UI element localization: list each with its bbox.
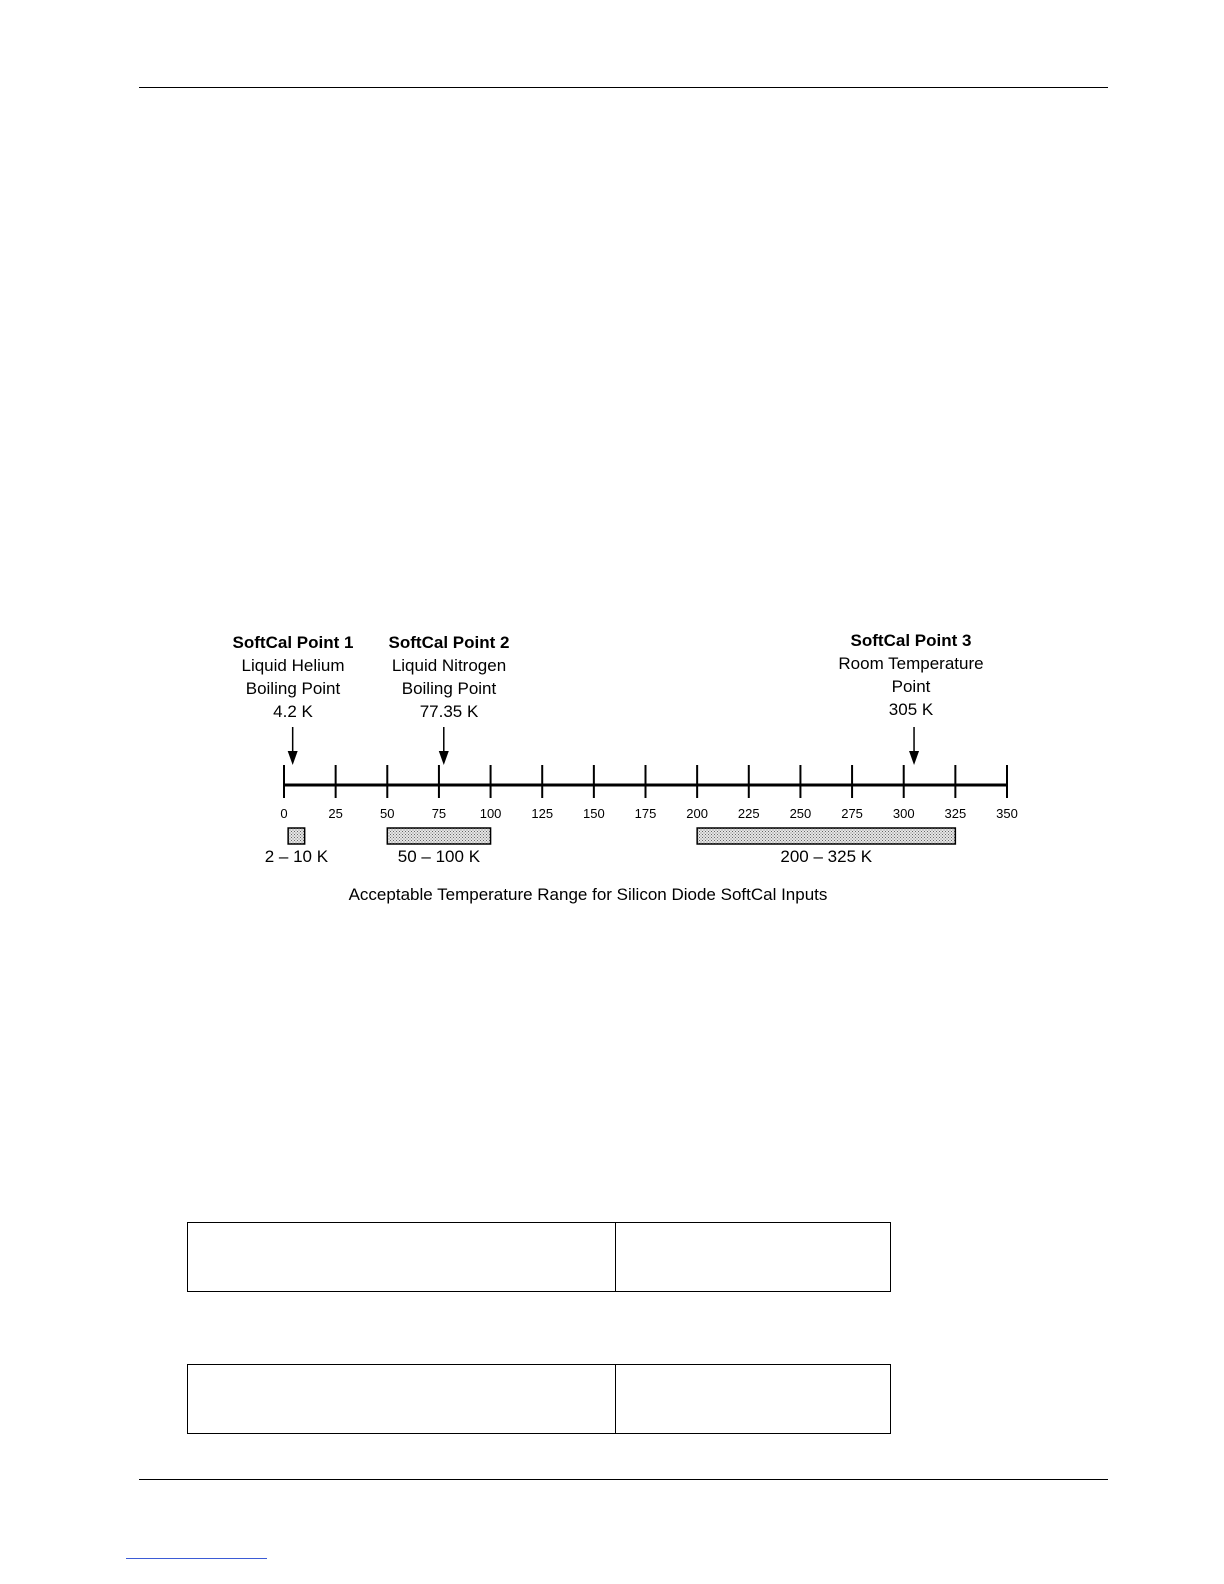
diagram-caption: Acceptable Temperature Range for Silicon Diode SoftCal Inputs xyxy=(348,885,828,904)
softcal-point-title: SoftCal Point 1 xyxy=(232,633,354,652)
softcal-point-text: Boiling Point xyxy=(245,679,341,698)
tick-label: 200 xyxy=(686,806,708,821)
empty-table-1 xyxy=(187,1222,891,1292)
tick-label: 125 xyxy=(531,806,554,821)
tick-label: 300 xyxy=(892,806,915,821)
tick-label: 350 xyxy=(996,806,1018,821)
range-label: 200 – 325 K xyxy=(780,847,873,866)
table-cell xyxy=(188,1223,616,1291)
tick-label: 75 xyxy=(431,806,447,821)
point-arrow-head xyxy=(288,751,298,765)
acceptable-range-bar xyxy=(288,828,305,844)
tick-label: 250 xyxy=(789,806,812,821)
empty-table-2 xyxy=(187,1364,891,1434)
softcal-point-text: Boiling Point xyxy=(401,679,497,698)
tick-label: 175 xyxy=(634,806,657,821)
softcal-point-text: Liquid Nitrogen xyxy=(391,656,507,675)
tick-label: 25 xyxy=(328,806,343,821)
tick-label: 0 xyxy=(280,806,288,821)
table-cell xyxy=(616,1365,890,1433)
softcal-point-text: Liquid Helium xyxy=(241,656,345,675)
tick-label: 225 xyxy=(737,806,760,821)
softcal-point-text: Point xyxy=(891,677,931,696)
softcal-point-title: SoftCal Point 2 xyxy=(388,633,510,652)
point-arrow-head xyxy=(909,751,919,765)
softcal-point-text: Room Temperature xyxy=(838,654,984,673)
point-arrow-head xyxy=(439,751,449,765)
tick-label: 50 xyxy=(380,806,395,821)
table-cell xyxy=(616,1223,890,1291)
tick-label: 275 xyxy=(841,806,863,821)
range-label: 2 – 10 K xyxy=(264,847,329,866)
softcal-point-text: 4.2 K xyxy=(273,702,313,721)
tick-label: 100 xyxy=(479,806,502,821)
softcal-point-text: 305 K xyxy=(888,700,934,719)
footer-link-underline xyxy=(126,1558,267,1559)
softcal-point-text: 77.35 K xyxy=(419,702,479,721)
softcal-point-title: SoftCal Point 3 xyxy=(850,631,972,650)
range-label: 50 – 100 K xyxy=(397,847,481,866)
footer-rule xyxy=(139,1479,1108,1480)
acceptable-range-bar xyxy=(387,828,490,844)
tick-label: 325 xyxy=(944,806,967,821)
tick-label: 150 xyxy=(583,806,605,821)
table-cell xyxy=(188,1365,616,1433)
acceptable-range-bar xyxy=(697,828,955,844)
